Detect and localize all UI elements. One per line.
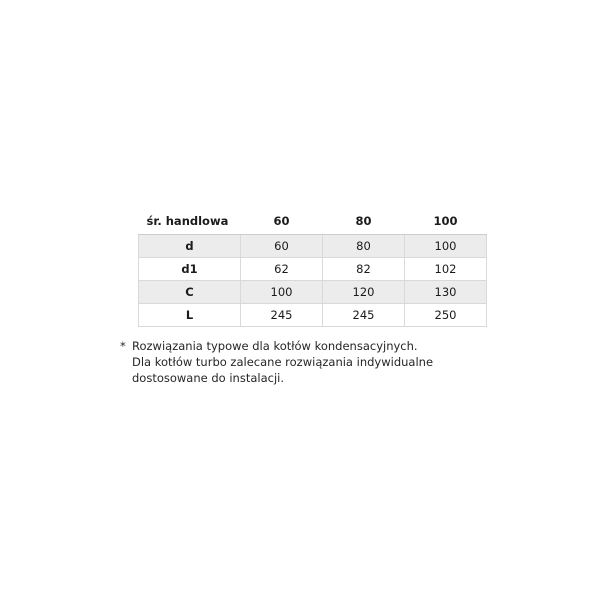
cell-value: 60 [241,235,323,258]
table-row [139,235,487,258]
footnote-text [120,338,520,386]
row-label: d1 [139,258,241,281]
cell-value: 62 [241,258,323,281]
cell-value: 82 [323,258,405,281]
row-label: L [139,304,241,327]
column-header-100: 100 [405,208,487,235]
cell-value: 100 [241,281,323,304]
table-header [139,208,487,235]
dimensions-table [138,208,487,327]
table-body [139,235,487,327]
footnote-line: Dla kotłów turbo zalecane rozwiązania indywidualne [132,355,434,369]
cell-value: 130 [405,281,487,304]
footnote-line: dostosowane do instalacji. [132,371,285,385]
row-label: d [139,235,241,258]
cell-value: 245 [323,304,405,327]
cell-value: 250 [405,304,487,327]
row-label: C [139,281,241,304]
table-header-row [139,208,487,235]
column-header-80: 80 [323,208,405,235]
cell-value: 120 [323,281,405,304]
column-header-60: 60 [241,208,323,235]
cell-value: 100 [405,235,487,258]
cell-value: 245 [241,304,323,327]
footnote-marker: * [120,339,126,353]
column-header-label: śr. handlowa [139,208,241,235]
table-row [139,281,487,304]
cell-value: 80 [323,235,405,258]
cell-value: 102 [405,258,487,281]
table-row [139,258,487,281]
footnote-line: Rozwiązania typowe dla kotłów kondensacyjnych. [132,339,418,353]
footnote [120,338,520,386]
table-row [139,304,487,327]
